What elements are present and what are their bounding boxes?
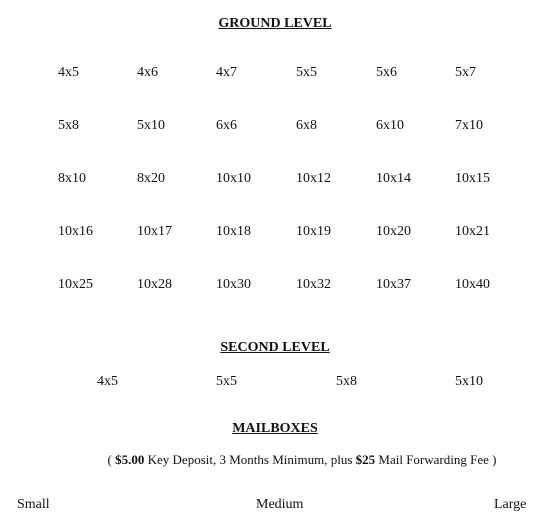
- forwarding-fee-amount: $25: [355, 452, 376, 467]
- second-level-heading: SECOND LEVEL: [220, 340, 330, 355]
- ground-size-cell: 10x40: [455, 277, 490, 292]
- ground-size-cell: 5x7: [455, 65, 476, 80]
- ground-size-cell: 5x5: [296, 65, 317, 80]
- ground-size-cell: 8x10: [58, 171, 86, 186]
- note-deposit-text: Key Deposit, 3 Months Minimum, plus: [144, 452, 356, 467]
- ground-size-cell: 10x10: [216, 171, 251, 186]
- ground-level-heading: GROUND LEVEL: [218, 16, 332, 31]
- ground-size-cell: 10x25: [58, 277, 93, 292]
- second-size-cell: 5x10: [455, 374, 483, 389]
- ground-size-cell: 10x21: [455, 224, 490, 239]
- ground-size-cell: 10x20: [376, 224, 411, 239]
- ground-size-cell: 10x15: [455, 171, 490, 186]
- ground-size-cell: 10x14: [376, 171, 411, 186]
- ground-size-cell: 4x6: [137, 65, 158, 80]
- mailbox-size-large: Large: [494, 497, 527, 512]
- ground-size-cell: 4x7: [216, 65, 237, 80]
- mailboxes-heading: MAILBOXES: [232, 421, 318, 436]
- second-size-cell: 5x8: [336, 374, 357, 389]
- mailbox-size-small: Small: [17, 497, 50, 512]
- mailbox-size-medium: Medium: [256, 497, 304, 512]
- note-open: (: [107, 452, 116, 467]
- ground-size-cell: 10x12: [296, 171, 331, 186]
- second-size-cell: 4x5: [97, 374, 118, 389]
- second-size-cell: 5x5: [216, 374, 237, 389]
- mailbox-fee-note: [0, 452, 550, 468]
- ground-size-cell: 6x10: [376, 118, 404, 133]
- ground-size-cell: 10x18: [216, 224, 251, 239]
- ground-size-cell: 10x19: [296, 224, 331, 239]
- ground-size-cell: 6x6: [216, 118, 237, 133]
- ground-size-cell: 4x5: [58, 65, 79, 80]
- ground-size-cell: 6x8: [296, 118, 317, 133]
- key-deposit-amount: $5.00: [115, 452, 145, 467]
- ground-size-cell: 10x32: [296, 277, 331, 292]
- ground-size-cell: 5x8: [58, 118, 79, 133]
- ground-size-cell: 10x17: [137, 224, 172, 239]
- ground-size-cell: 10x37: [376, 277, 411, 292]
- ground-size-cell: 5x10: [137, 118, 165, 133]
- ground-size-cell: 10x16: [58, 224, 93, 239]
- ground-size-cell: 7x10: [455, 118, 483, 133]
- ground-size-cell: 5x6: [376, 65, 397, 80]
- ground-size-cell: 10x30: [216, 277, 251, 292]
- ground-size-cell: 8x20: [137, 171, 165, 186]
- ground-size-cell: 10x28: [137, 277, 172, 292]
- note-forwarding-text: Mail Forwarding Fee ): [375, 452, 497, 467]
